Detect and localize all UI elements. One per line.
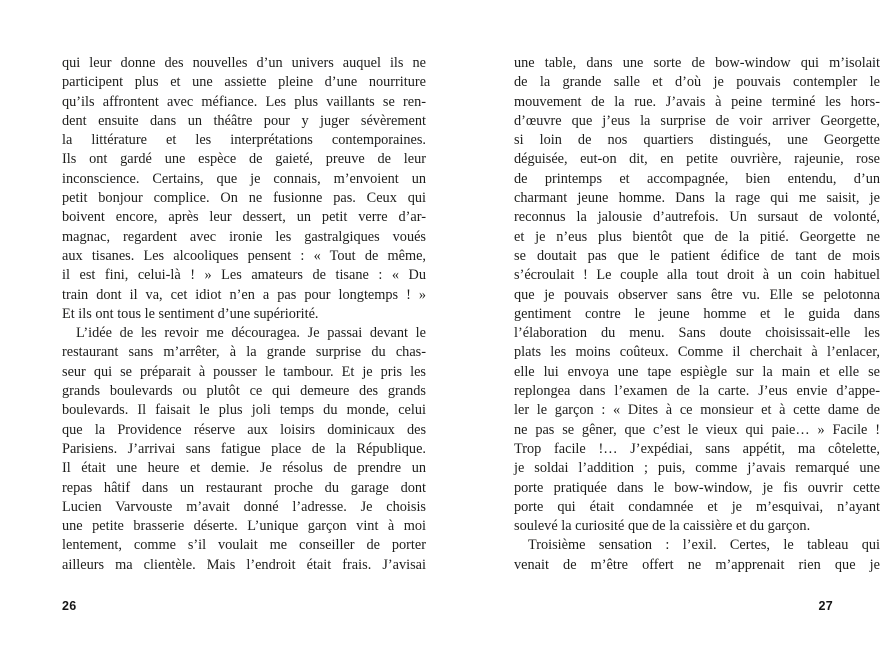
text-line xyxy=(62,401,426,420)
text-line xyxy=(514,208,880,227)
text-line xyxy=(62,150,426,169)
text-line-content: Parisiens. J’arrivai sans fatigue place de la République. xyxy=(62,440,426,457)
page-left-text-block xyxy=(62,54,426,575)
text-line xyxy=(514,150,880,169)
text-line-content: aux tisanes. Les alcooliques pensent : « Tout de même, xyxy=(62,247,426,264)
text-line-content: Et ils ont tous le sentiment d’une supériorité. xyxy=(62,305,319,322)
text-line-content: mouvement de la rue. J’avais à peine terminé les hors- xyxy=(514,93,880,110)
page-number-left: 26 xyxy=(62,599,77,613)
text-line xyxy=(62,421,426,440)
text-line-content: charmant jeune homme. Dans la rage qui me saisit, je xyxy=(514,190,880,207)
text-line xyxy=(62,54,426,73)
text-line xyxy=(514,421,880,440)
text-line-content: se doutait pas que le patient édifice de tant de mois xyxy=(514,247,880,264)
text-line xyxy=(62,266,426,285)
text-line xyxy=(514,401,880,420)
text-line-content: restaurant sans m’arrêter, à la grande surprise du chas- xyxy=(62,344,426,361)
page-number-right: 27 xyxy=(818,599,833,613)
text-line xyxy=(62,305,426,324)
text-line-content: participent plus et une assiette pleine d’une nourriture xyxy=(62,74,426,91)
text-line xyxy=(514,112,880,131)
text-line-content: inconscience. Certains, que je connais, m’envoient un xyxy=(62,170,426,187)
text-line-content: train dont il va, cet idiot n’en a pas pour longtemps ! » xyxy=(62,286,426,303)
text-line xyxy=(62,170,426,189)
text-line-content: boulevards. Il faisait le plus joli temps du monde, celui xyxy=(62,402,426,419)
text-line xyxy=(514,228,880,247)
text-line xyxy=(514,459,880,478)
text-line xyxy=(62,343,426,362)
text-line-content: une petite brasserie déserte. L’unique garçon vint à moi xyxy=(62,518,426,535)
text-line-content: Ils ont gardé une espèce de gaieté, preuve de leur xyxy=(62,151,426,168)
text-line xyxy=(514,479,880,498)
text-line xyxy=(62,208,426,227)
text-line xyxy=(62,247,426,266)
text-line-content: boivent encore, après leur dessert, un petit verre d’ar- xyxy=(62,209,426,226)
text-line xyxy=(62,479,426,498)
text-line xyxy=(62,363,426,382)
text-line-content: lentement, comme s’il voulait me conseiller de porter xyxy=(62,537,426,554)
text-line xyxy=(514,498,880,517)
text-line-content: une table, dans une sorte de bow-window qui m’isolait xyxy=(514,55,880,71)
text-line xyxy=(514,266,880,285)
text-line-content: Trop facile !… J’expédiai, sans appétit, ma côtelette, xyxy=(514,440,880,457)
text-line-content: L’idée de les revoir me découragea. Je passai devant le xyxy=(76,325,426,342)
text-line-content: s’écroulait ! Le couple alla tout droit à un coin habituel xyxy=(514,267,880,284)
text-line-content: porte qui était condamnée et je m’esquivai, n’ayant xyxy=(514,498,880,515)
text-line-content: elle lui envoya une tape espiègle sur la main et elle se xyxy=(514,363,880,380)
text-line-content: gentiment contre le jeune homme et le guida dans xyxy=(514,305,880,322)
text-line xyxy=(514,343,880,362)
text-line-content: plats les moins coûteux. Comme il cherchait à l’enlacer, xyxy=(514,344,880,361)
text-line xyxy=(62,112,426,131)
text-line xyxy=(514,170,880,189)
text-line xyxy=(62,498,426,517)
text-line-content: petit bonjour complice. On ne fusionne pas. Ceux qui xyxy=(62,190,426,207)
text-line xyxy=(514,324,880,343)
text-line-content: la littérature et les interprétations contemporaines. xyxy=(62,132,426,149)
text-line-content: l’élaboration du menu. Sans doute choisissait-elle les xyxy=(514,325,880,342)
text-line xyxy=(514,131,880,150)
text-line xyxy=(62,189,426,208)
text-line-content: porte pratiquée dans le bow-window, je fis ouvrir cette xyxy=(514,479,880,496)
text-line xyxy=(62,556,426,575)
text-line xyxy=(514,247,880,266)
text-line xyxy=(514,363,880,382)
text-line xyxy=(514,286,880,305)
text-line-content: que je pouvais observer sans être vu. Elle se pelotonna xyxy=(514,286,880,303)
text-line xyxy=(62,459,426,478)
text-line xyxy=(62,517,426,536)
text-line-content: dent ensuite dans un théâtre pour y juger sévèrement xyxy=(62,112,426,129)
text-line xyxy=(514,517,880,536)
text-line-content: seur qui se préparait à pousser le tambour. Et je pris les xyxy=(62,363,426,380)
text-line-content: magnac, regardent avec ironie les gastralgiques voués xyxy=(62,228,427,245)
text-line xyxy=(62,131,426,150)
text-line xyxy=(62,73,426,92)
text-line-content: que la Providence réserve aux loisirs dominicaux des xyxy=(62,421,427,438)
text-line-content: déguisée, eut-on dit, en petite ouvrière, rajeunie, rose xyxy=(514,151,880,168)
text-line-content: ler le garçon : « Dites à ce monsieur et à cette dame de xyxy=(514,402,881,419)
text-line-content: et je n’eus plus bientôt que de la pitié. Georgette ne xyxy=(514,228,880,245)
text-line xyxy=(514,305,880,324)
text-line-content: il est fini, celui-là ! » Les amateurs de tisane : « Du xyxy=(62,267,426,284)
text-line xyxy=(62,440,426,459)
text-line xyxy=(514,189,880,208)
text-line-content: replongea dans l’examen de la carte. J’eus envie d’appe- xyxy=(514,383,880,400)
text-line-content: de la grande salle et d’où je pouvais contempler le xyxy=(514,74,880,91)
text-line-content: je soldai l’addition ; puis, comme j’avais remarqué une xyxy=(514,460,880,477)
text-line-content: qui leur donne des nouvelles d’un univers auquel ils ne xyxy=(62,55,426,71)
text-line-content: Troisième sensation : l’exil. Certes, le tableau qui xyxy=(528,537,880,554)
text-line-content: soulevé la curiosité que de la caissière et du garçon. xyxy=(514,518,811,535)
text-line-content: de printemps et accompagnée, bien entendu, d’un xyxy=(514,170,881,187)
text-line-content: repas hâtif dans un restaurant proche du garage dont xyxy=(62,479,427,496)
text-line xyxy=(62,228,426,247)
text-line-content: reconnus la jalousie d’autrefois. Un sursaut de volonté, xyxy=(514,209,880,226)
text-line-content: ne pas se gêner, que c’est le vieux qui paie… » Facile ! xyxy=(514,421,880,438)
text-line xyxy=(514,556,880,575)
text-line xyxy=(62,93,426,112)
text-line xyxy=(62,286,426,305)
text-line-content: si loin de nos quartiers distingués, une Georgette xyxy=(514,132,880,149)
text-line-content: ailleurs ma clientèle. Mais l’endroit était frais. J’avisai xyxy=(62,556,426,573)
text-line-content: Il était une heure et demie. Je résolus de prendre un xyxy=(62,460,426,477)
text-line xyxy=(514,382,880,401)
text-line xyxy=(62,324,426,343)
text-line-content: grands boulevards ou plutôt ce qui demeure des grands xyxy=(62,383,426,400)
page-right-text-block xyxy=(514,54,880,575)
text-line xyxy=(514,93,880,112)
text-line-content: venait de m’être offert ne m’apprenait rien que je xyxy=(514,556,880,573)
text-line xyxy=(62,382,426,401)
text-line xyxy=(514,73,880,92)
text-line-content: Lucien Varvouste m’avait donné l’adresse. Je choisis xyxy=(62,498,426,515)
text-line-content: d’œuvre que j’eus la surprise de voir arriver Georgette, xyxy=(514,112,881,129)
text-line xyxy=(62,536,426,555)
text-line-content: qu’ils affrontent avec méfiance. Les plus vaillants se ren- xyxy=(62,93,426,110)
text-line xyxy=(514,54,880,73)
text-line xyxy=(514,536,880,555)
text-line xyxy=(514,440,880,459)
